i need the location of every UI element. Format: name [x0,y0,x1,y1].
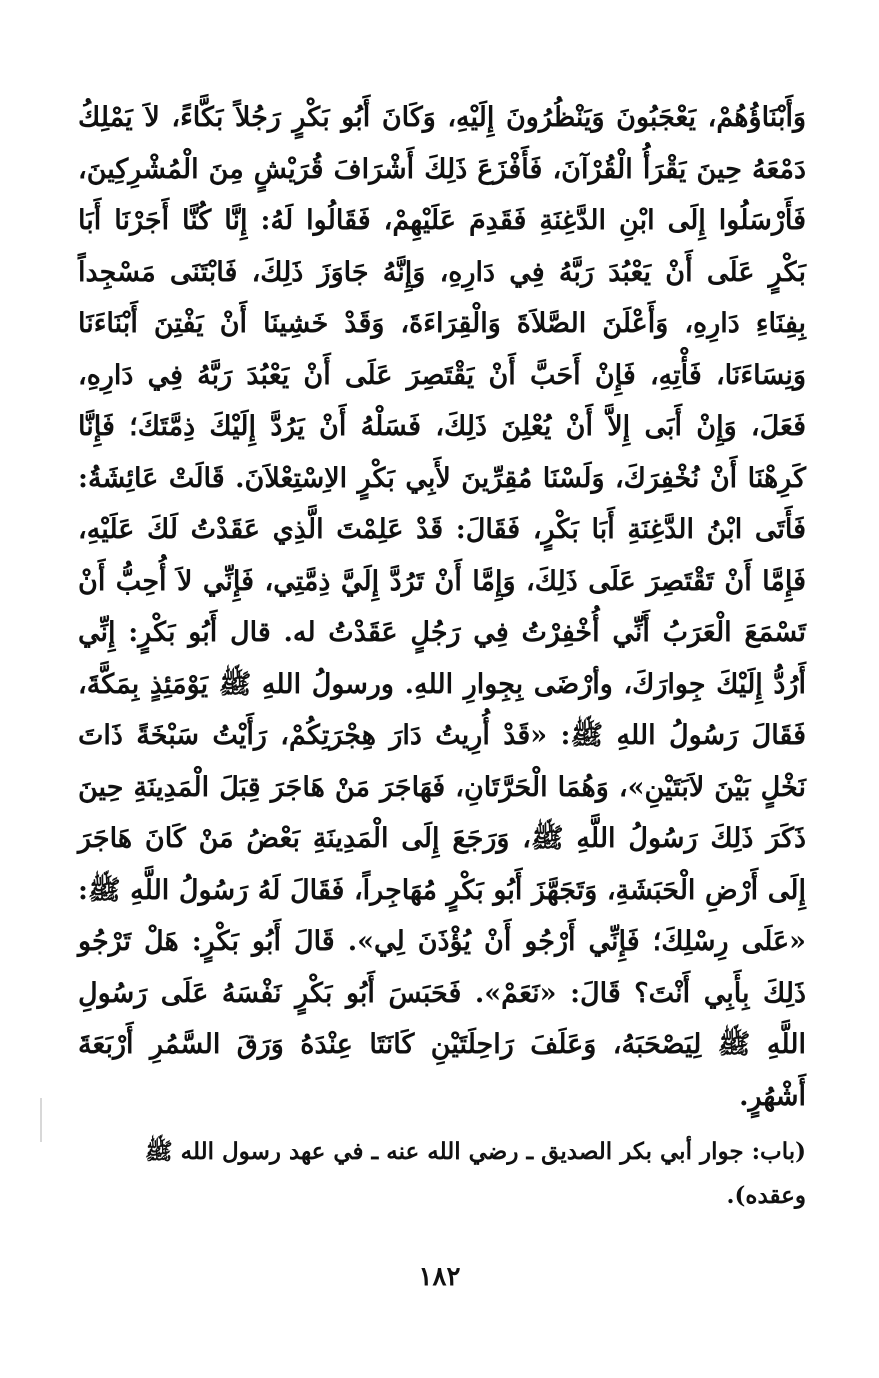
page-number: ١٨٢ [418,1262,461,1292]
body-paragraph: وَأَبْنَاؤُهُمْ، يَعْجَبُونَ وَيَنْظُرُونَ إِلَيْهِ، وَكَانَ أَبُو بَكْرٍ رَجُلاً بَكَّاءً، لاَ يَمْلِكُ دَمْعَهُ حِينَ يَقْرَأُ الْقُرْآنَ، فَأَفْزَعَ ذَلِكَ أَشْرَافَ قُرَيْشٍ مِنَ الْمُشْرِكِينَ، فَأَرْسَلُوا إِلَى ابْنِ الدَّغِنَةِ فَقَدِمَ عَلَيْهِمْ، فَقَالُوا لَهُ: إِنَّا كُنَّا أَجَرْنَا أَبَا بَكْرٍ عَلَى أَنْ يَعْبُدَ رَبَّهُ فِي دَارِهِ، وَإِنَّهُ جَاوَزَ ذَلِكَ، فَابْتَنَى مَسْجِداً بِفِنَاءِ دَارِهِ، وَأَعْلَنَ الصَّلاَةَ وَالْقِرَاءَةَ، وَقَدْ خَشِينَا أَنْ يَفْتِنَ أَبْنَاءَنَا وَنِسَاءَنَا، فَأْتِهِ، فَإِنْ أَحَبَّ أَنْ يَقْتَصِرَ عَلَى أَنْ يَعْبُدَ رَبَّهُ فِي دَارِهِ، فَعَلَ، وَإِنْ أَبَى إِلاَّ أَنْ يُعْلِنَ ذَلِكَ، فَسَلْهُ أَنْ يَرُدَّ إِلَيْكَ ذِمَّتَكَ؛ فَإِنَّا كَرِهْنَا أَنْ نُخْفِرَكَ، وَلَسْنَا مُقِرِّينَ لأَبِي بَكْرٍ الاِسْتِعْلاَنَ. قَالَتْ عَائِشَةُ: فَأَتَى ابْنُ الدَّغِنَةِ أَبَا بَكْرٍ، فَقَالَ: قَدْ عَلِمْتَ الَّذِي عَقَدْتُ لَكَ عَلَيْهِ، فَإِمَّا أَنْ تَقْتَصِرَ عَلَى ذَلِكَ، وَإِمَّا أَنْ تَرُدَّ إِلَيَّ ذِمَّتِي، فَإِنِّي لاَ أُحِبُّ أَنْ تَسْمَعَ الْعَرَبُ أَنِّي أُخْفِرْتُ فِي رَجُلٍ عَقَدْتُ له. قال أَبُو بَكْرٍ: إِنِّي أَرُدُّ إِلَيْكَ جِوارَكَ، وأرْضَى بِجِوارِ اللهِ. ورسولُ اللهِ ﷺ يَوْمَئِذٍ بِمَكَّةَ، فَقَالَ رَسُولُ اللهِ ﷺ: «قَدْ أُرِيتُ دَارَ هِجْرَتِكُمْ، رَأَيْتُ سَبْخَةً ذَاتَ نَخْلٍ بَيْنَ لاَبَتَيْنِ»، وَهُمَا الْحَرَّتَانِ، فَهَاجَرَ مَنْ هَاجَرَ قِبَلَ الْمَدِينَةِ حِينَ ذَكَرَ ذَلِكَ رَسُولُ اللَّهِ ﷺ، وَرَجَعَ إِلَى الْمَدِينَةِ بَعْضُ مَنْ كَانَ هَاجَرَ إِلَى أَرْضِ الْحَبَشَةِ، وَتَجَهَّزَ أَبُو بَكْرٍ مُهَاجِراً، فَقَالَ لَهُ رَسُولُ اللَّهِ ﷺ: «عَلَى رِسْلِكَ؛ فَإِنِّي أَرْجُو أَنْ يُؤْذَنَ لِي». قَالَ أَبُو بَكْرٍ: هَلْ تَرْجُو ذَلِكَ بِأَبِي أَنْتَ؟ قَالَ: «نَعَمْ». فَحَبَسَ أَبُو بَكْرٍ نَفْسَهُ عَلَى رَسُولِ اللَّهِ ﷺ لِيَصْحَبَهُ، وَعَلَفَ رَاحِلَتَيْنِ كَانَتَا عِنْدَهُ وَرَقَ السَّمُرِ أَرْبَعَةَ أَشْهُرٍ. [78,102,806,1112]
margin-mark [40,1098,42,1142]
footnote-text: (باب: جوار أبي بكر الصديق ـ رضي الله عنه ـ في عهد رسول الله ﷺ وعقده). [144,1138,806,1209]
chapter-footnote [78,1130,806,1218]
main-text-block [78,92,806,1122]
